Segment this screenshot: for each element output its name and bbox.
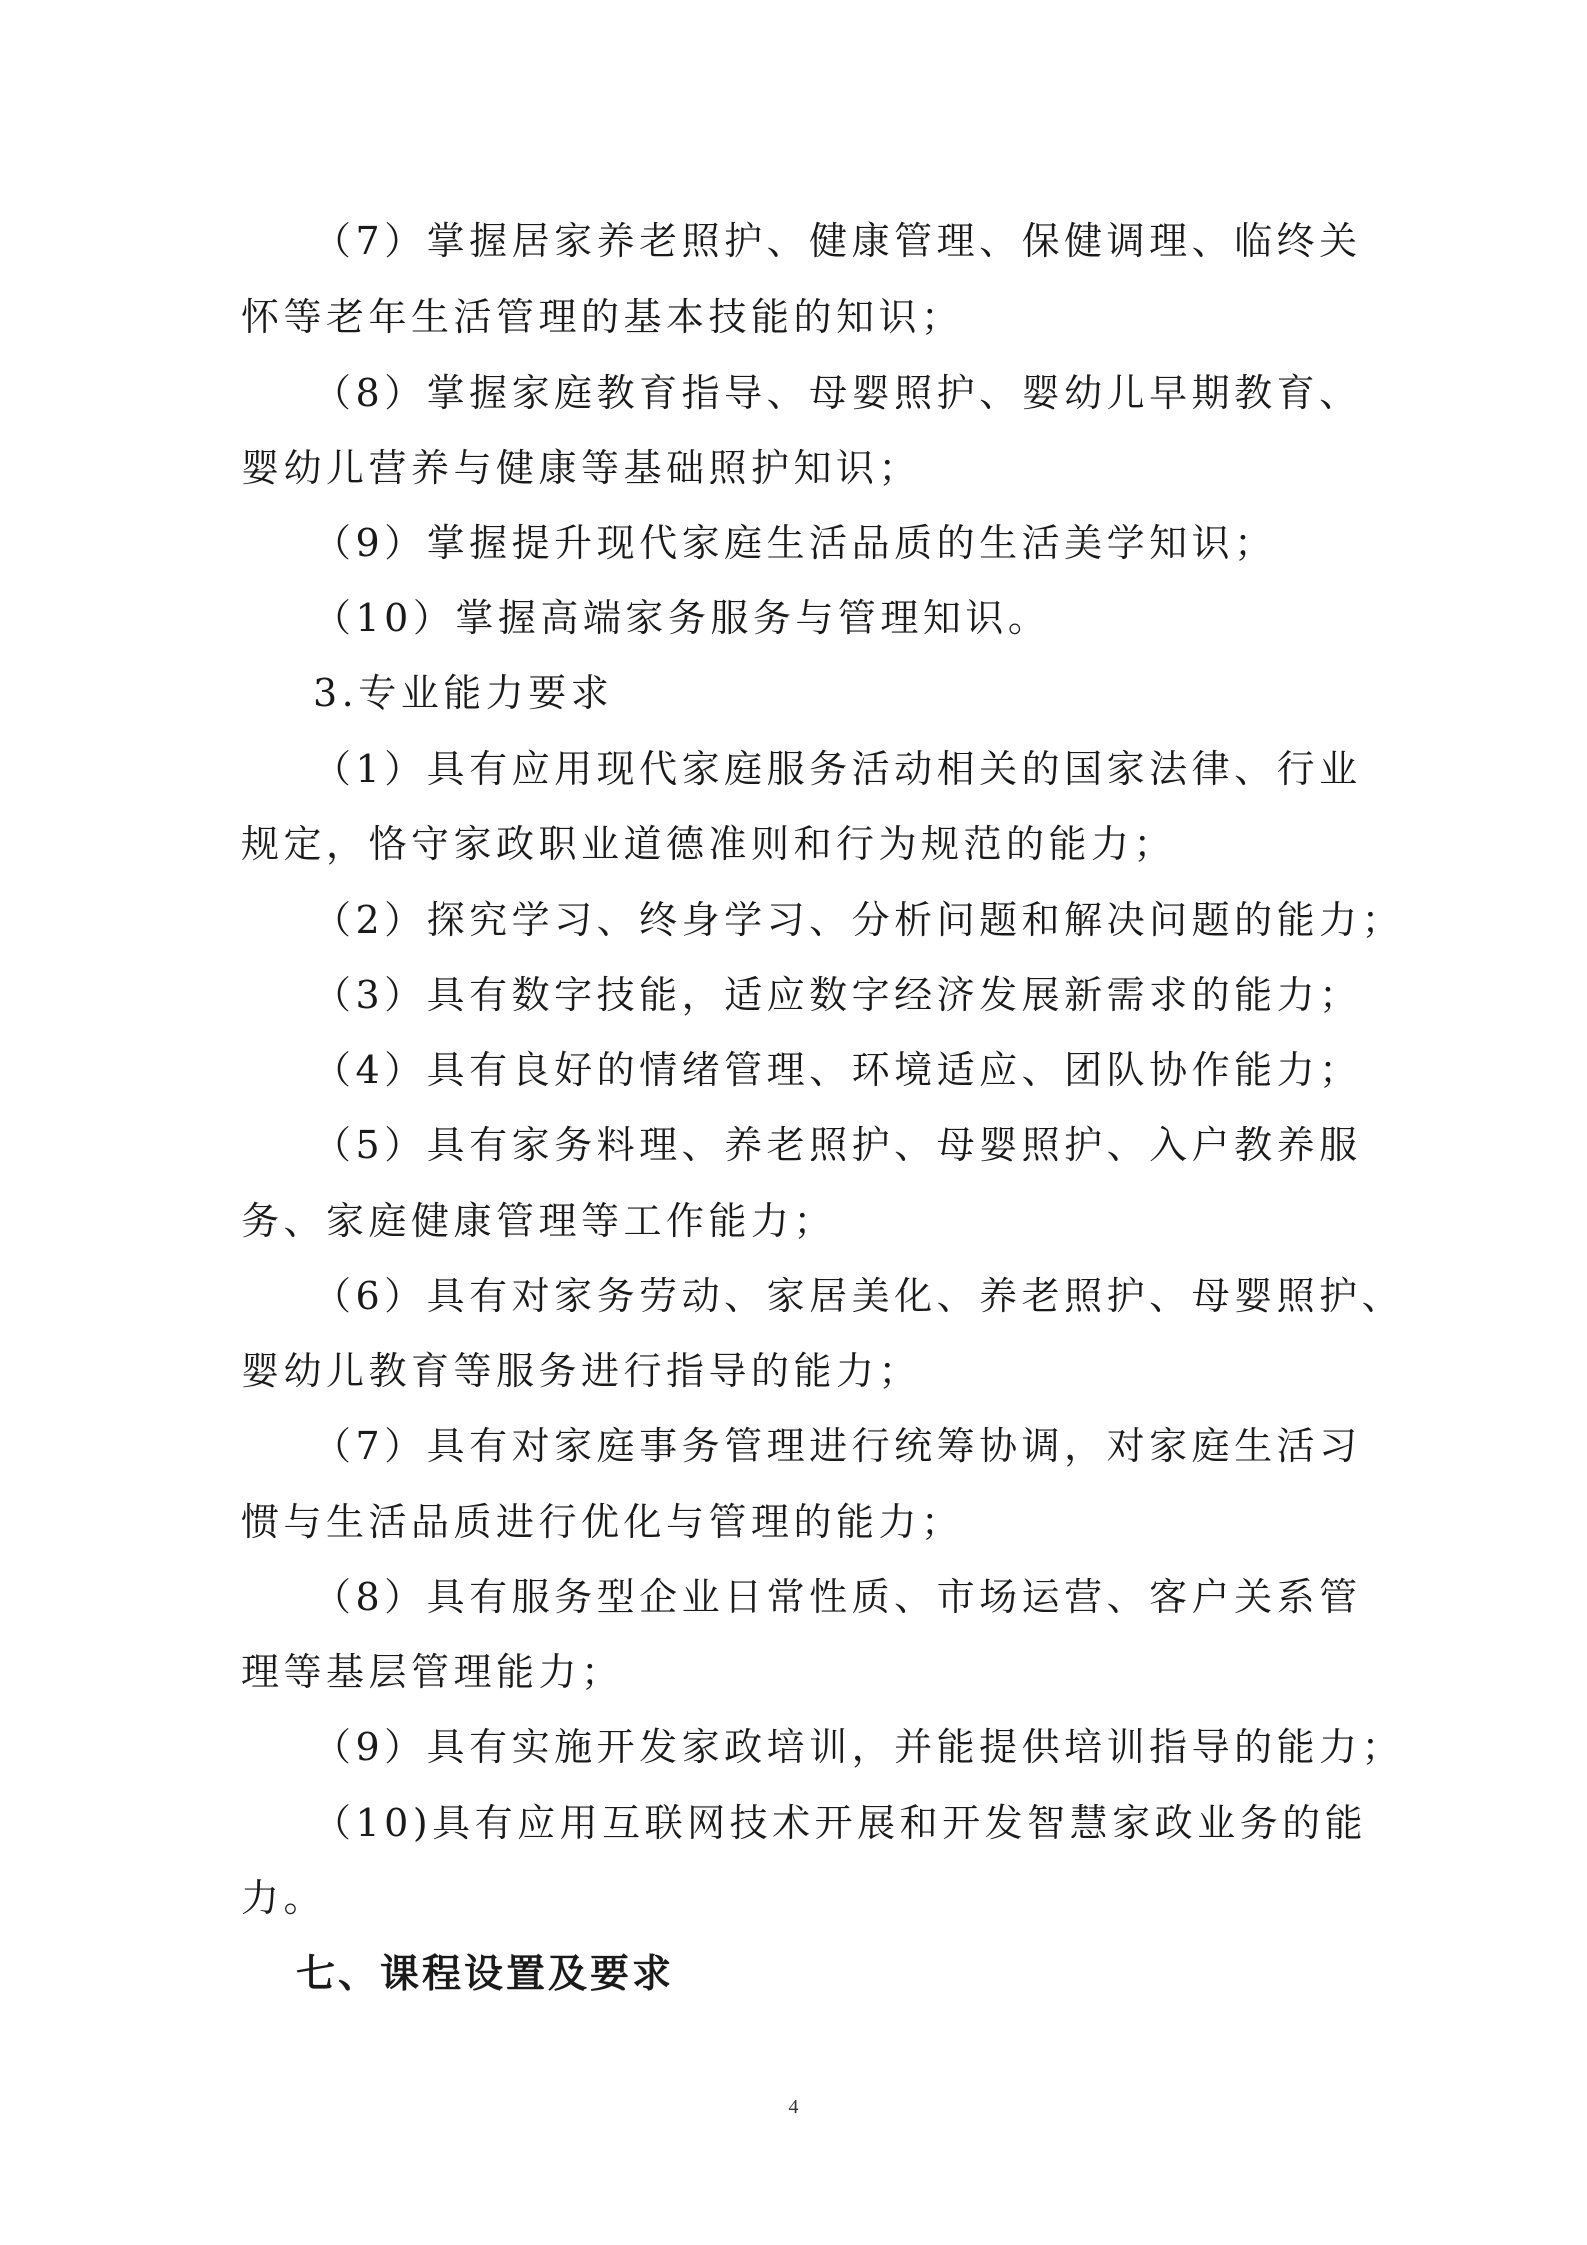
paragraph-line: （7）掌握居家养老照护、健康管理、保健调理、临终关 <box>313 219 1362 263</box>
paragraph-line: （3）具有数字技能，适应数字经济发展新需求的能力； <box>313 973 1362 1017</box>
paragraph-line: （9）具有实施开发家政培训，并能提供培训指导的能力； <box>313 1725 1405 1769</box>
paragraph-line: （8）掌握家庭教育指导、母婴照护、婴幼儿早期教育、 <box>313 371 1362 415</box>
paragraph-line: （4）具有良好的情绪管理、环境适应、团队协作能力； <box>313 1048 1362 1092</box>
subsection-heading: 3.专业能力要求 <box>313 671 614 715</box>
paragraph-line: （7）具有对家庭事务管理进行统筹协调，对家庭生活习 <box>313 1424 1362 1468</box>
paragraph-line: （10）掌握高端家务服务与管理知识。 <box>313 596 1051 640</box>
section-heading: 七、课程设置及要求 <box>296 1952 675 1997</box>
paragraph-line: （1）具有应用现代家庭服务活动相关的国家法律、行业 <box>313 747 1362 791</box>
paragraph-line: 规定，恪守家政职业道德准则和行为规范的能力； <box>241 822 1177 866</box>
page-number: 4 <box>788 2096 799 2118</box>
paragraph-line: （8）具有服务型企业日常性质、市场运营、客户关系管 <box>313 1575 1362 1619</box>
paragraph-line: 怀等老年生活管理的基本技能的知识； <box>241 295 964 339</box>
paragraph-line: （5）具有家务料理、养老照护、母婴照护、入户教养服 <box>313 1123 1362 1167</box>
paragraph-line: 婴幼儿营养与健康等基础照护知识； <box>241 446 922 490</box>
paragraph-line: （6）具有对家务劳动、家居美化、养老照护、母婴照护、 <box>313 1274 1405 1318</box>
paragraph-line: （2）探究学习、终身学习、分析问题和解决问题的能力； <box>313 898 1405 942</box>
paragraph-line: （9）掌握提升现代家庭生活品质的生活美学知识； <box>313 521 1277 565</box>
paragraph-line: 惯与生活品质进行优化与管理的能力； <box>241 1500 964 1544</box>
paragraph-line: 理等基层管理能力； <box>241 1650 624 1694</box>
paragraph-line: 务、家庭健康管理等工作能力； <box>241 1199 837 1243</box>
paragraph-line: 力。 <box>241 1876 327 1920</box>
paragraph-line: （10)具有应用互联网技术开展和开发智慧家政业务的能 <box>313 1801 1368 1845</box>
paragraph-line: 婴幼儿教育等服务进行指导的能力； <box>241 1349 922 1393</box>
